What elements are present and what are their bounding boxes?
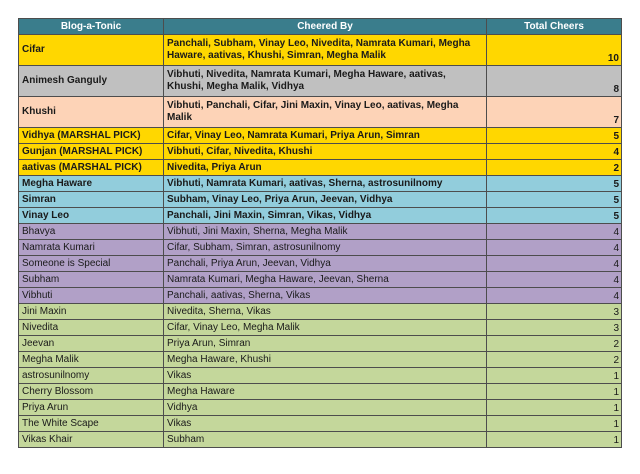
blog-cell: astrosunilnomy [19,368,164,384]
blog-cell: Megha Malik [19,352,164,368]
table-row [19,224,622,240]
cheered-by-cell: Namrata Kumari, Megha Haware, Jeevan, Sherna [164,272,487,288]
blog-cell: Namrata Kumari [19,240,164,256]
blog-cell: Bhavya [19,224,164,240]
table-row [19,336,622,352]
table-row [19,66,622,97]
table-row [19,128,622,144]
blog-cell: Jeevan [19,336,164,352]
cheered-by-cell: Vikas [164,368,487,384]
table-row [19,400,622,416]
total-cheers-cell: 1 [487,432,622,448]
cheered-by-cell: Panchali, Subham, Vinay Leo, Nivedita, Namrata Kumari, Megha Haware, aativas, Khushi, Simran, Megha Malik [164,35,487,66]
cheered-by-cell: Vidhya [164,400,487,416]
blog-cell: Priya Arun [19,400,164,416]
cheered-by-cell: Vikas [164,416,487,432]
cheered-by-cell: Vibhuti, Panchali, Cifar, Jini Maxin, Vinay Leo, aativas, Megha Malik [164,97,487,128]
table-row [19,272,622,288]
total-cheers-cell: 5 [487,128,622,144]
cheered-by-cell: Vibhuti, Namrata Kumari, aativas, Sherna, astrosunilnomy [164,176,487,192]
cheered-by-cell: Priya Arun, Simran [164,336,487,352]
blog-cell: Vikas Khair [19,432,164,448]
blog-cell: The White Scape [19,416,164,432]
table-row [19,368,622,384]
blog-cell: aativas (MARSHAL PICK) [19,160,164,176]
blog-cell: Animesh Ganguly [19,66,164,97]
cheered-by-cell: Vibhuti, Jini Maxin, Sherna, Megha Malik [164,224,487,240]
table-row [19,160,622,176]
total-cheers-cell: 2 [487,352,622,368]
table-body [19,35,622,448]
table-row [19,256,622,272]
total-cheers-cell: 5 [487,176,622,192]
cheered-by-cell: Cifar, Vinay Leo, Megha Malik [164,320,487,336]
total-cheers-cell: 4 [487,224,622,240]
cheered-by-cell: Nivedita, Priya Arun [164,160,487,176]
table-row [19,208,622,224]
table-row [19,352,622,368]
cheered-by-cell: Megha Haware [164,384,487,400]
total-cheers-cell: 4 [487,240,622,256]
cheered-by-cell: Panchali, Priya Arun, Jeevan, Vidhya [164,256,487,272]
total-cheers-cell: 1 [487,400,622,416]
blog-cell: Nivedita [19,320,164,336]
blog-cell: Simran [19,192,164,208]
total-cheers-cell: 7 [487,97,622,128]
total-cheers-cell: 3 [487,320,622,336]
cheered-by-cell: Subham, Vinay Leo, Priya Arun, Jeevan, Vidhya [164,192,487,208]
cheered-by-cell: Panchali, aativas, Sherna, Vikas [164,288,487,304]
cheered-by-cell: Panchali, Jini Maxin, Simran, Vikas, Vidhya [164,208,487,224]
header-row [19,19,622,35]
blog-cell: Cifar [19,35,164,66]
total-cheers-cell: 1 [487,368,622,384]
total-cheers-cell: 10 [487,35,622,66]
blog-cell: Subham [19,272,164,288]
blog-cell: Cherry Blossom [19,384,164,400]
total-cheers-cell: 1 [487,416,622,432]
cheered-by-cell: Cifar, Vinay Leo, Namrata Kumari, Priya Arun, Simran [164,128,487,144]
total-cheers-cell: 4 [487,144,622,160]
blog-cell: Vidhya (MARSHAL PICK) [19,128,164,144]
total-cheers-cell: 4 [487,256,622,272]
table-row [19,97,622,128]
blog-cell: Gunjan (MARSHAL PICK) [19,144,164,160]
table-row [19,192,622,208]
total-cheers-cell: 2 [487,160,622,176]
total-cheers-cell: 4 [487,288,622,304]
blog-cell: Vibhuti [19,288,164,304]
blog-cell: Someone is Special [19,256,164,272]
header-blog: Blog-a-Tonic [19,19,164,35]
table-row [19,416,622,432]
cheers-table [18,18,622,448]
total-cheers-cell: 1 [487,384,622,400]
cheered-by-cell: Nivedita, Sherna, Vikas [164,304,487,320]
cheered-by-cell: Subham [164,432,487,448]
table-row [19,288,622,304]
header-total-cheers: Total Cheers [487,19,622,35]
cheered-by-cell: Cifar, Subham, Simran, astrosunilnomy [164,240,487,256]
blog-cell: Vinay Leo [19,208,164,224]
total-cheers-cell: 5 [487,208,622,224]
table-row [19,144,622,160]
blog-cell: Megha Haware [19,176,164,192]
table-row [19,432,622,448]
cheered-by-cell: Vibhuti, Nivedita, Namrata Kumari, Megha Haware, aativas, Khushi, Megha Malik, Vidhya [164,66,487,97]
table-row [19,240,622,256]
cheered-by-cell: Vibhuti, Cifar, Nivedita, Khushi [164,144,487,160]
total-cheers-cell: 8 [487,66,622,97]
total-cheers-cell: 3 [487,304,622,320]
blog-cell: Khushi [19,97,164,128]
table-row [19,304,622,320]
total-cheers-cell: 5 [487,192,622,208]
table-row [19,320,622,336]
table-row [19,35,622,66]
table-row [19,176,622,192]
total-cheers-cell: 2 [487,336,622,352]
header-cheered-by: Cheered By [164,19,487,35]
total-cheers-cell: 4 [487,272,622,288]
table-row [19,384,622,400]
blog-cell: Jini Maxin [19,304,164,320]
cheered-by-cell: Megha Haware, Khushi [164,352,487,368]
